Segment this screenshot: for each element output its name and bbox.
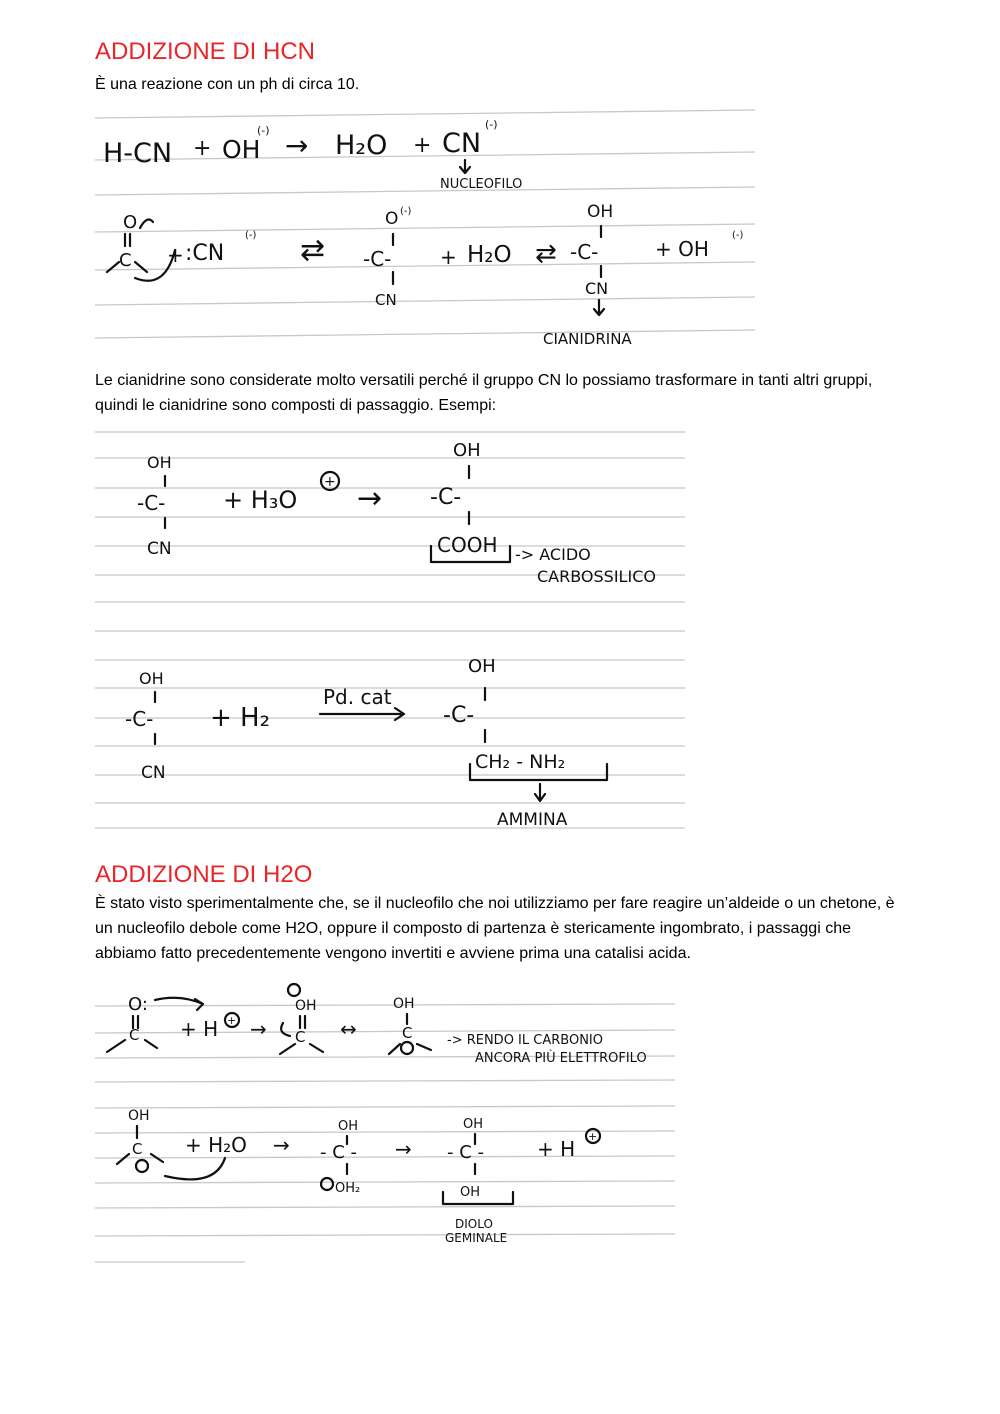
product-hydroxide-charge: (-) [732,230,744,241]
equilibrium-arrow-2: ⇄ [535,239,557,269]
carbonyl-carbon: C [129,1026,140,1044]
water: H₂O [467,242,512,268]
cyanohydrin-label: CIANIDRINA [543,330,632,348]
r1-charge: + [324,474,336,490]
carbocation-oh: OH [393,996,415,1012]
r2-cn: CN [141,763,166,783]
cyanohydrin-cn: CN [585,279,609,298]
r1-product-carbon: -C- [430,485,462,510]
plus-proton: + H [180,1017,219,1041]
carbonyl-o: O: [128,994,148,1015]
handwritten-scan-hydration-mechanism [95,978,680,1268]
r2-product-carbon: -C- [443,703,475,728]
r2-product-oh: OH [468,656,496,677]
eq1-product2: CN [442,128,482,159]
double-bond [300,1016,305,1028]
r2-oh: OH [139,669,164,688]
proton-attack-arrow-icon [155,998,203,1010]
eq1-hydroxide-charge: (-) [257,124,270,137]
r1-product-group: COOH [437,533,498,557]
eq1-reactant2: OH [222,135,261,164]
note-line1: -> RENDO IL CARBONIO [447,1033,603,1048]
carbonyl-oxygen: O [123,212,138,233]
h2o-paragraph: È stato visto sperimentalmente che, se il nucleofilo che noi utilizziamo per fare reagire un’aldeide o un chetone, è un nucleofilo debole come H2O, oppure il composto di partenza è stericamente ingombrato, i passaggi che abbiamo fatto precedentemente vengono invertiti e avviene prima una catalisi acida. [95,895,895,962]
r1-cn: CN [147,539,172,559]
notebook-lines [95,432,685,828]
electron-push-arrow-icon [140,220,153,228]
intermediate-carbon: - C - [320,1142,358,1163]
equilibrium-arrow: ⇄ [300,233,326,268]
r1-carbon: -C- [137,491,166,515]
plus-proton-2: + H [537,1137,576,1161]
water-attack-arrow-icon [165,1158,225,1179]
eq1-arrow: → [285,129,309,162]
r2-reagent: + H₂ [210,703,271,733]
eq1-cyanide-charge: (-) [485,118,498,131]
double-bond [125,234,130,246]
eq1-reactant1: H-CN [103,138,173,169]
alkoxide-cn: CN [375,291,397,309]
r1-arrow: → [357,481,383,516]
down-arrow-icon-2 [594,300,604,315]
l2-oh: OH [128,1108,150,1124]
r1-oh: OH [147,453,172,472]
handwritten-scan-hcn-mechanism [95,100,760,355]
intro-text: È una reazione con un ph di circa 10. [95,76,360,93]
l2-arrow: → [273,1133,290,1157]
diol-carbon: - C - [447,1142,485,1163]
proton-charge: + [227,1014,237,1027]
alkoxide-charge: (-) [400,206,412,217]
l2-carbon: C [132,1140,143,1158]
plus-water: + H₂O [185,1133,247,1157]
down-arrow-icon [460,160,470,173]
cyanide-nucleophile: :CN [185,241,225,266]
resonance-arrow: ↔ [340,1017,357,1041]
section-heading-hcn: ADDIZIONE DI HCN [95,38,316,65]
diol-oh-bottom: OH [460,1185,481,1200]
oxonium-carbon: C [295,1028,306,1046]
section-heading-h2o: ADDIZIONE DI H2O [95,861,313,888]
r2-catalyst: Pd. cat [323,685,392,709]
diol-oh-top: OH [463,1117,484,1132]
intermediate-oh2: OH₂ [335,1181,361,1196]
carbocation-carbon: C [402,1024,413,1042]
eq1-plus: + [193,136,212,161]
cyanide-charge: (-) [245,230,257,241]
nucleophile-note: NUCLEOFILO [440,177,523,192]
l2-arrow-2: → [395,1137,412,1161]
positive-charge-icon [288,984,300,996]
eq2-plus: + [167,243,184,267]
cyanohydrin-oh: OH [587,202,614,222]
diol-label-line2: GEMINALE [445,1231,508,1245]
eq1-plus-2: + [413,133,432,158]
r1-product-oh: OH [453,440,481,461]
oxonium-oh: OH [295,998,317,1014]
down-arrow-icon-3 [535,784,545,801]
handwritten-scan-cyanohydrin-examples [95,428,690,833]
intermediate-oh: OH [338,1119,359,1134]
positive-charge-icon [401,1042,413,1054]
positive-charge-icon [136,1160,148,1172]
product-hydroxide: + OH [655,237,709,261]
r2-product-group: CH₂ - NH₂ [475,751,566,773]
r1-label-line2: CARBOSSILICO [537,567,656,586]
eq2-plus-water: + [440,245,457,269]
cyanohydrin-paragraph: Le cianidrine sono considerate molto versatili perché il gruppo CN lo possiamo trasformare in tanti altri gruppi, quindi le cianidrine sono composti di passaggio. Esempi: [95,372,873,414]
proton-charge-2: + [588,1130,598,1143]
note-line2: ANCORA PIÙ ELETTROFILO [475,1051,647,1066]
l1-arrow: → [250,1017,267,1041]
eq1-product1: H₂O [335,130,388,161]
cyanohydrin-carbon: -C- [570,240,599,264]
alkoxide-oxygen: O [385,209,399,229]
r2-label: AMMINA [497,810,568,830]
r1-reagent: + H₃O [223,486,298,514]
electron-shift-arrow-icon [281,1023,290,1036]
r2-carbon: -C- [125,707,154,731]
diol-label-line1: DIOLO [455,1217,493,1231]
r1-label-line1: -> ACIDO [515,545,591,564]
carbonyl-carbon: C [119,250,132,271]
alkoxide-carbon: -C- [363,247,392,271]
positive-charge-icon [321,1178,333,1190]
